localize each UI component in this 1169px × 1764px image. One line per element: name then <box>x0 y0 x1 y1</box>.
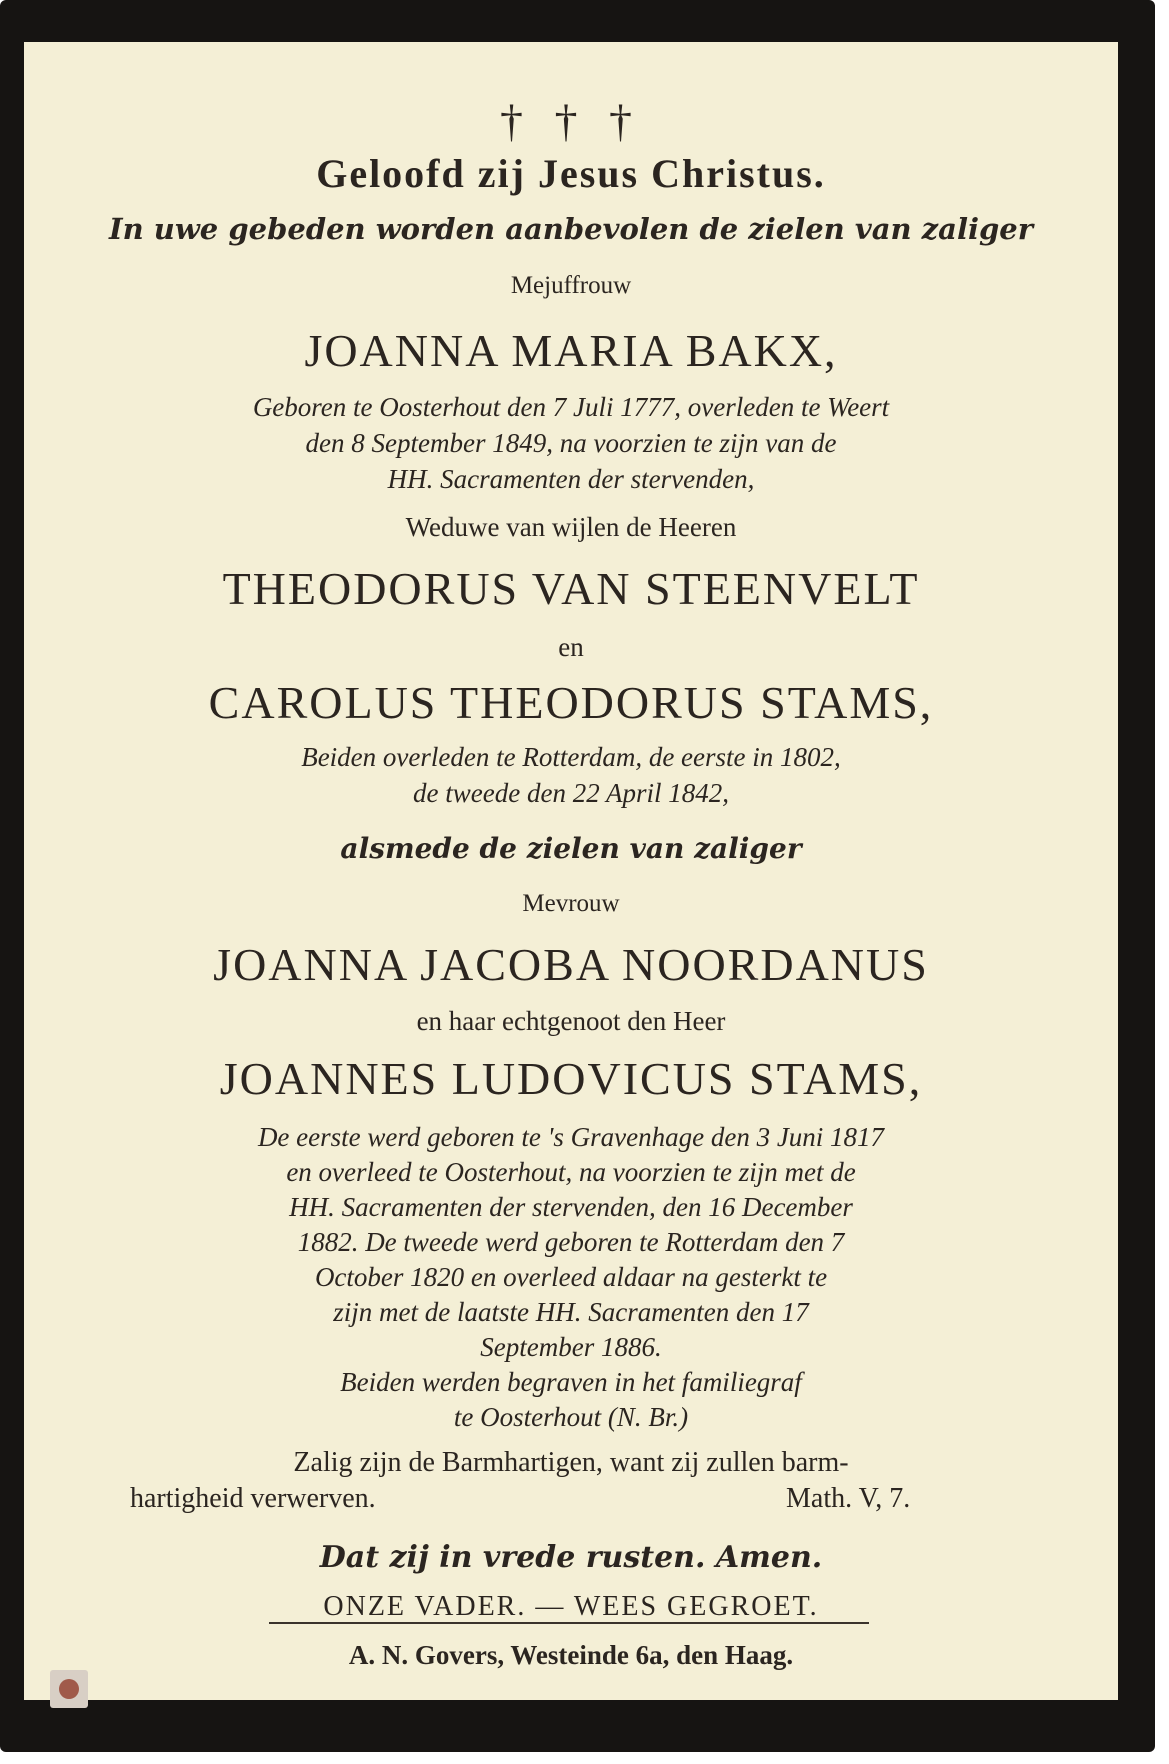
spouse-line: en haar echtgenoot den Heer <box>416 1006 726 1036</box>
bio1-line3: HH. Sacramenten der stervenden, <box>387 464 755 494</box>
card-text <box>24 42 1118 1700</box>
name-theodorus-van-steenvelt: THEODORUS VAN STEENVELT <box>222 563 920 614</box>
bio1-line2: den 8 September 1849, na voorzien te zijn van de <box>305 428 837 458</box>
name-joanna-jacoba-noordanus: JOANNA JACOBA NOORDANUS <box>213 939 929 990</box>
card-paper <box>24 42 1118 1700</box>
verse-text: hartigheid verwerven. <box>130 1483 376 1514</box>
rest-in-peace: Dat zij in vrede rusten. Amen. <box>319 1540 823 1575</box>
bio3-line1: De eerste werd geboren te 's Gravenhage den 3 Juni 1817 <box>257 1122 885 1152</box>
divider <box>269 1622 869 1624</box>
widow-line: Weduwe van wijlen de Heeren <box>405 512 737 542</box>
heading: Geloofd zij Jesus Christus. <box>316 151 826 196</box>
name-carolus-theodorus-stams: CAROLUS THEODORUS STAMS, <box>208 677 934 728</box>
conjunction-en: en <box>558 632 584 662</box>
name-joanna-maria-bakx: JOANNA MARIA BAKX, <box>304 325 838 376</box>
bio3-line7: September 1886. <box>480 1332 662 1362</box>
collection-logo <box>50 1670 88 1708</box>
prayers-line: ONZE VADER. — WEES GEGROET. <box>323 1591 819 1622</box>
also-line: alsmede de zielen van zaliger <box>340 832 802 865</box>
bio3-line9: te Oosterhout (N. Br.) <box>453 1402 689 1432</box>
bio3-line3: HH. Sacramenten der stervenden, den 16 December <box>289 1192 853 1222</box>
bio3-line2: en overleed te Oosterhout, na voorzien te zijn met de <box>286 1157 856 1187</box>
title-mevrouw: Mevrouw <box>522 890 620 917</box>
title-mejuffrouw: Mejuffrouw <box>510 272 632 299</box>
bio3-line8: Beiden werden begraven in het familiegraf <box>340 1367 802 1397</box>
printer-line: A. N. Govers, Westeinde 6a, den Haag. <box>348 1640 794 1670</box>
verse-reference: Math. V, 7. <box>786 1483 911 1514</box>
bio3-line4: 1882. De tweede werd geboren te Rotterdam den 7 <box>297 1227 845 1257</box>
bio3-line6: zijn met de laatste HH. Sacramenten den 17 <box>333 1297 809 1327</box>
bio2-line2: de tweede den 22 April 1842, <box>413 778 729 808</box>
bio1-line1: Geboren te Oosterhout den 7 Juli 1777, overleden te Weert <box>252 392 890 422</box>
bio3-line5: October 1820 en overleed aldaar na gesterkt te <box>314 1262 828 1292</box>
verse-line1: Zalig zijn de Barmhartigen, want zij zullen barm- <box>293 1447 849 1478</box>
bio2-line1: Beiden overleden te Rotterdam, de eerste in 1802, <box>301 742 841 772</box>
intro-line: In uwe gebeden worden aanbevolen de zielen van zaliger <box>109 212 1033 246</box>
name-joannes-ludovicus-stams: JOANNES LUDOVICUS STAMS, <box>219 1053 923 1104</box>
crosses: † † † <box>500 95 642 146</box>
